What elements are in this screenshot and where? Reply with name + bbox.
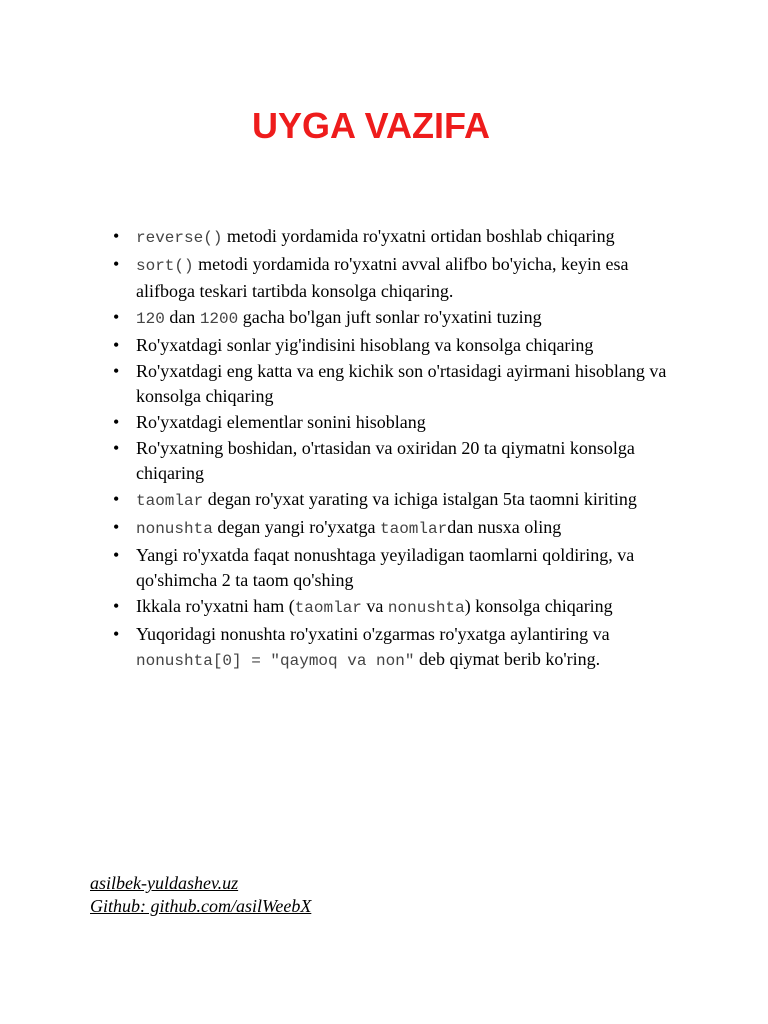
task-text: Ro'yxatning boshidan, o'rtasidan va oxiridan 20 ta qiymatni konsolga chiqaring (136, 438, 635, 483)
website-link[interactable]: asilbek-yuldashev.uz (90, 873, 239, 893)
task-item-tuple (113, 622, 684, 674)
task-text: metodi yordamida ro'yxatni ortidan boshlab chiqaring (222, 226, 615, 246)
bullet-icon: • (113, 226, 120, 246)
code-nonushta: nonushta (387, 599, 465, 617)
bullet-icon: • (113, 596, 120, 616)
code-taomlar: taomlar (380, 520, 448, 538)
code-reverse: reverse() (136, 229, 223, 247)
code-taomlar: taomlar (136, 492, 204, 510)
task-text: Ro'yxatdagi elementlar sonini hisoblang (136, 412, 426, 432)
task-text: deb qiymat berib ko'ring. (414, 649, 601, 669)
task-text: Ro'yxatdagi sonlar yig'indisini hisoblang va konsolga chiqaring (136, 335, 594, 355)
task-text: ) konsolga chiqaring (464, 596, 613, 616)
bullet-icon: • (113, 307, 120, 327)
task-item-reverse (113, 224, 684, 251)
bullet-icon: • (113, 489, 120, 509)
page-title: UYGA VAZIFA (251, 105, 490, 146)
task-list (113, 224, 684, 675)
task-item-breakfast-filter (113, 543, 684, 593)
bullet-icon: • (113, 412, 120, 432)
code-assignment: nonushta[0] = "qaymoq va non" (136, 652, 415, 670)
task-text: va (361, 596, 388, 616)
task-item-sum (113, 333, 684, 358)
task-item-difference (113, 359, 684, 409)
github-link[interactable]: Github: github.com/asilWeebX (90, 896, 312, 916)
task-text: degan yangi ro'yxatga (212, 517, 380, 537)
code-end: 1200 (199, 310, 239, 328)
task-item-sort (113, 252, 684, 304)
bullet-icon: • (113, 545, 120, 565)
bullet-icon: • (113, 438, 120, 458)
code-taomlar: taomlar (294, 599, 362, 617)
task-item-count (113, 410, 684, 435)
code-nonushta: nonushta (136, 520, 213, 538)
task-item-print-both (113, 594, 684, 621)
bullet-icon: • (113, 254, 120, 274)
task-text: Ro'yxatdagi eng katta va eng kichik son o'rtasidagi ayirmani hisoblang va konsolga chiqaring (136, 361, 667, 406)
task-text: dan nusxa oling (447, 517, 562, 537)
task-text: degan ro'yxat yarating va ichiga istalgan 5ta taomni kiriting (203, 489, 637, 509)
code-start: 120 (136, 310, 165, 328)
bullet-icon: • (113, 517, 120, 537)
task-text: Ikkala ro'yxatni ham ( (136, 596, 295, 616)
task-item-taomlar (113, 487, 684, 514)
code-sort: sort() (136, 257, 194, 275)
task-text: metodi yordamida ro'yxatni avval alifbo bo'yicha, keyin esa alifboga teskari tartibda konsolga chiqaring. (136, 254, 629, 301)
task-item-nonushta-copy (113, 515, 684, 542)
task-text: Yuqoridagi nonushta ro'yxatini o'zgarmas ro'yxatga aylantiring va (136, 624, 610, 644)
task-item-even-numbers (113, 305, 684, 332)
task-text: dan (164, 307, 200, 327)
bullet-icon: • (113, 335, 120, 355)
footer (90, 872, 311, 918)
task-item-slices (113, 436, 684, 486)
bullet-icon: • (113, 361, 120, 381)
task-text: Yangi ro'yxatda faqat nonushtaga yeyiladigan taomlarni qoldiring, va qo'shimcha 2 ta taom qo'shing (136, 545, 635, 590)
task-text: gacha bo'lgan juft sonlar ro'yxatini tuzing (238, 307, 542, 327)
bullet-icon: • (113, 624, 120, 644)
